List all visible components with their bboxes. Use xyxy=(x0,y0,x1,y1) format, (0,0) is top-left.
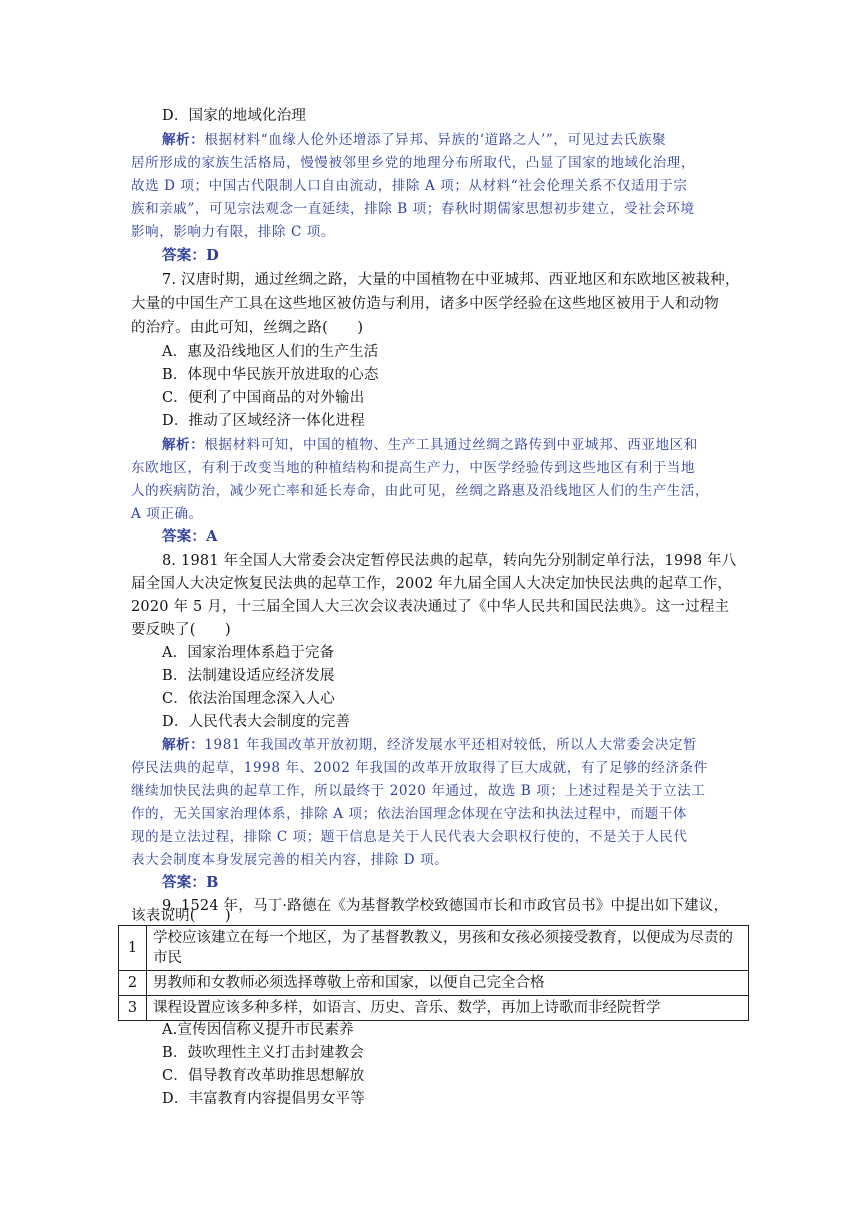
q8-analysis-line: 表大会制度本身发展完善的相关内容，排除 D 项。 xyxy=(131,852,449,868)
table-row xyxy=(119,926,749,971)
q8-answer: 答案：B xyxy=(162,874,219,891)
q9-option-c: C．倡导教育改革助推思想解放 xyxy=(162,1068,365,1084)
q8-option-d: D．人民代表大会制度的完善 xyxy=(162,714,351,730)
q6-analysis-line: 族和亲戚”，可见宗法观念一直延续，排除 B 项；春秋时期儒家思想初步建立，受社会环境 xyxy=(131,201,695,217)
q7-stem-line: 的治疗。由此可知，丝绸之路( ) xyxy=(131,320,364,336)
q7-analysis-line: 东欧地区，有利于改变当地的种植结构和提高生产力，中医学经验传到这些地区有利于当地 xyxy=(131,460,695,476)
table-row xyxy=(119,971,749,996)
q6-option-d: D．国家的地域化治理 xyxy=(162,108,307,124)
analysis-label: 解析： xyxy=(162,737,205,753)
q8-option-b: B．法制建设适应经济发展 xyxy=(162,668,335,684)
q8-analysis-line: 继续加快民法典的起草工作，所以最终于 2020 年通过，故选 B 项；上述过程是关于立法工 xyxy=(131,783,706,799)
q7-analysis-line: 人的疾病防治，减少死亡率和延长寿命，由此可见，丝绸之路惠及沿线地区人们的生产生活， xyxy=(131,483,710,499)
q7-option-a: A．惠及沿线地区人们的生产生活 xyxy=(162,344,379,360)
q9-stem-line: 该表说明( ) xyxy=(131,908,231,924)
q7-stem-line: 大量的中国生产工具在这些地区被仿造与利用，诸多中医学经验在这些地区被用于人和动物 xyxy=(131,296,719,312)
q8-stem-line: 8. 1981 年全国人大常委会决定暂停民法典的起草，转向先分别制定单行法，1998 年八 xyxy=(162,553,737,569)
q8-option-a: A．国家治理体系趋于完备 xyxy=(162,645,335,661)
q8-stem-line: 要反映了( ) xyxy=(131,622,231,638)
q8-analysis-line: 作的，无关国家治理体系，排除 A 项；依法治国理念体现在守法和执法过程中，而题干体 xyxy=(131,806,687,822)
q9-option-d: D．丰富教育内容提倡男女平等 xyxy=(162,1091,365,1107)
q6-analysis-line: 故选 D 项；中国古代限制人口自由流动，排除 A 项；从材料“社会伦理关系不仅适用于宗 xyxy=(131,178,688,194)
q6-analysis-line: 解析：根据材料“血缘人伦外还增添了异邦、异族的‘道路之人’”，可见过去氏族聚 xyxy=(162,132,667,148)
q8-analysis-line: 停民法典的起草，1998 年、2002 年我国的改革开放取得了巨大成就，有了足够的经济条件 xyxy=(131,760,708,776)
q8-stem-line: 届全国人大决定恢复民法典的起草工作，2002 年九届全国人大决定加快民法典的起草工作， xyxy=(131,576,733,592)
q9-stem-line: 9. 1524 年，马丁·路德在《为基督教学校致德国市长和市政官员书》中提出如下建议， xyxy=(162,898,729,914)
row-text: 男教师和女教师必须选择尊敬上帝和国家，以便自己完全合格 xyxy=(147,971,749,996)
row-number: 2 xyxy=(119,971,147,996)
q7-answer: 答案：A xyxy=(162,528,218,545)
q7-analysis-line: A 项正确。 xyxy=(131,506,203,522)
q9-option-b: B．鼓吹理性主义打击封建教会 xyxy=(162,1045,364,1061)
q8-analysis-line: 现的是立法过程，排除 C 项；题干信息是关于人民代表大会职权行使的，不是关于人民代 xyxy=(131,829,688,845)
analysis-label: 解析： xyxy=(162,437,205,453)
q7-option-c: C．便利了中国商品的对外输出 xyxy=(162,390,365,406)
q7-option-b: B．体现中华民族开放进取的心态 xyxy=(162,367,379,383)
table-row xyxy=(119,996,749,1021)
q9-option-a: A.宣传因信称义提升市民素养 xyxy=(162,1022,354,1038)
q7-option-d: D．推动了区域经济一体化进程 xyxy=(162,413,365,429)
row-number: 1 xyxy=(119,926,147,971)
q7-analysis-line: 解析：根据材料可知，中国的植物、生产工具通过丝绸之路传到中亚城邦、西亚地区和 xyxy=(162,437,698,453)
q7-stem-line: 7. 汉唐时期，通过丝绸之路，大量的中国植物在中亚城邦、西亚地区和东欧地区被栽种， xyxy=(162,272,740,288)
q6-analysis-line: 居所形成的家族生活格局，慢慢被邻里乡党的地理分布所取代，凸显了国家的地域化治理， xyxy=(131,155,695,171)
row-text: 学校应该建立在每一个地区，为了基督教教义，男孩和女孩必须接受教育，以便成为尽责的市民 xyxy=(147,926,749,971)
row-text: 课程设置应该多种多样，如语言、历史、音乐、数学，再加上诗歌而非经院哲学 xyxy=(147,996,749,1021)
row-number: 3 xyxy=(119,996,147,1021)
q8-option-c: C．依法治国理念深入人心 xyxy=(162,691,335,707)
q6-analysis-line: 影响，影响力有限，排除 C 项。 xyxy=(131,224,336,240)
q9-proposal-table xyxy=(118,925,749,1021)
analysis-label: 解析： xyxy=(162,132,205,148)
q6-answer: 答案：D xyxy=(162,247,219,264)
q8-analysis-line: 解析：1981 年我国改革开放初期，经济发展水平还相对较低，所以人大常委会决定暂 xyxy=(162,737,698,753)
q8-stem-line: 2020 年 5 月，十三届全国人大三次会议表决通过了《中华人民共和国民法典》。这一过程主 xyxy=(131,599,730,615)
